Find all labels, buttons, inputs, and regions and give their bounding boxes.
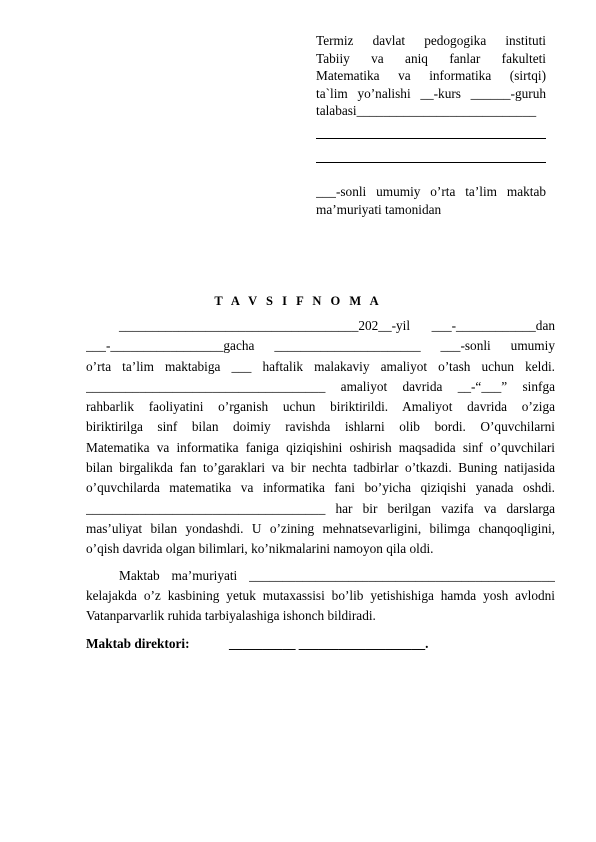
body-line: bilan birgalikda fan to’garaklari va bir nechta tadbirlar o’tkazdi. Buning natijasida — [86, 460, 555, 476]
body-line: Maktab ma’muriyati ______________________________________________ — [119, 567, 555, 583]
addressee-school: ___-sonli umumiy o’rta ta’lim maktab — [316, 184, 546, 200]
body-line: mas’uliyat bilan yondashdi. U o’zining mehnatsevarligini, bilimga chanqoqligini, — [86, 520, 555, 536]
body-line: ___-_________________gacha ______________________ ___-sonli umumiy — [86, 338, 555, 354]
addressee-institute: Termiz davlat pedogogika instituti — [316, 33, 546, 48]
addressee-blank-line-2 — [316, 145, 546, 164]
signature-block — [86, 636, 556, 652]
body-line: Matematika va informatika faniga qiziqishini oshirish maqsadida sinf o’quvchilari — [86, 439, 555, 455]
body-line: biriktirilga sinf bilan doimiy ravishda ishlarni olib bordi. O’quvchilarni — [86, 419, 555, 435]
addressee-course-group: ta`lim yo’nalishi __-kurs ______-guruh — [316, 85, 546, 101]
addressee-block — [316, 32, 546, 218]
body-line: Vatanparvarlik ruhida tarbiyalashiga ishonch bildiradi. — [86, 608, 376, 624]
addressee-department: Matematika va informatika (sirtqi) — [316, 68, 546, 84]
body-line: kelajakda o’z kasbining yetuk mutaxassisi bo’lib yetishishiga hamda yosh avlodni — [86, 587, 555, 603]
body-line: rahbarlik faoliyatini o’rganish uchun biriktirildi. Amaliyot davrida o’ziga — [86, 399, 555, 415]
body-line: o’qish davrida olgan bilimlari, ko’nikmalarini namoyon qila oldi. — [86, 541, 434, 557]
body-line: o’rta ta’lim maktabiga ___ haftalik malakaviy amaliyot o’tash uchun keldi. — [86, 358, 555, 374]
signature-blanks: __________ ___________________. — [229, 636, 429, 651]
addressee-student: talabasi___________________________ — [316, 103, 537, 119]
addressee-blank-line-1 — [316, 120, 546, 139]
body-line: ____________________________________202__-yil ___-____________dan — [119, 318, 555, 333]
body-line: ____________________________________ amaliyot davrida __-“___” sinfga — [86, 378, 555, 394]
document-title: T A V S I F N O M A — [214, 294, 382, 308]
body-line: o’quvchilarda matematika va informatika fani bo’yicha qiziqishi yanada oshdi. — [86, 480, 555, 496]
addressee-administration: ma’muriyati tamonidan — [316, 201, 442, 217]
signature-label: Maktab direktori: — [86, 636, 190, 651]
body-text — [86, 316, 555, 626]
body-line: ____________________________________ har bir berilgan vazifa va darslarga — [86, 500, 555, 516]
addressee-faculty: Tabiiy va aniq fanlar fakulteti — [316, 50, 546, 66]
